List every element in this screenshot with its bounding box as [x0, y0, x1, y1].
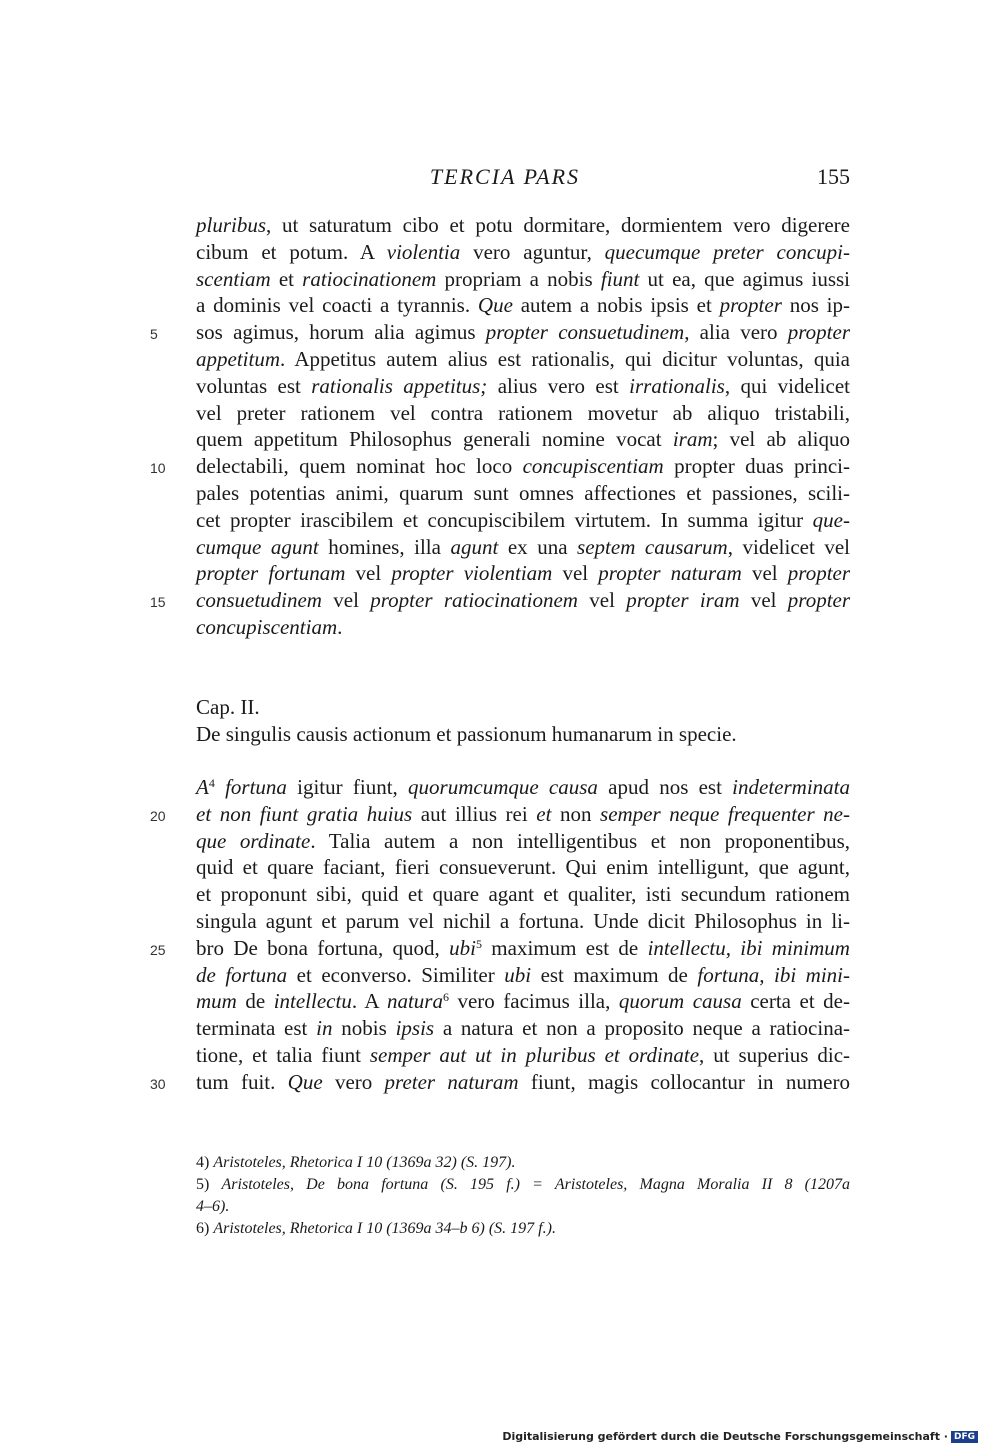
- line-number: 15: [150, 594, 166, 611]
- text-line: cet propter irascibilem et concupiscibilem virtutem. In summa igitur que-: [196, 507, 850, 532]
- page-number: 155: [817, 164, 850, 189]
- text-line: 20 et non fiunt gratia huius aut illius rei et non semper neque frequenter ne-: [196, 801, 850, 828]
- text-line: quid et quare faciant, fieri consueverunt. Qui enim intelligunt, que agunt,: [196, 855, 850, 880]
- line-number: 10: [150, 460, 166, 477]
- text-line: 5 sos agimus, horum alia agimus propter consuetudinem, alia vero propter: [196, 319, 850, 346]
- text-line: 10 delectabili, quem nominat hoc loco concupiscentiam propter duas princi-: [196, 453, 850, 480]
- text-line: a dominis vel coacti a tyrannis. Que autem a nobis ipsis et propter nos ip-: [196, 293, 851, 318]
- text-line: cibum et potum. A violentia vero aguntur, quecumque preter concupi-: [196, 239, 850, 264]
- paragraph-1: [150, 212, 851, 641]
- footnote-ref: 4: [208, 776, 215, 790]
- text-line: appetitum. Appetitus autem alius est rationalis, qui dicitur voluntas, quia: [196, 346, 850, 371]
- text-line: voluntas est rationalis appetitus; alius vero est irrationalis, qui videlicet: [196, 373, 850, 398]
- text-line: $A^4$ fortuna igitur fiunt, quorumcumque causa apud nos est indeterminata: [196, 775, 850, 799]
- text-line: concupiscentiam.: [196, 614, 343, 639]
- text-line: scentiam et ratiocinationem propriam a nobis fiunt ut ea, que agimus iussi: [196, 266, 850, 291]
- text-line: terminata est in nobis ipsis a natura et non a proposito neque a ratiocina-: [196, 1016, 851, 1041]
- text-line: et proponunt sibi, quid et quare agant et qualiter, isti secundum rationem: [196, 882, 850, 907]
- text-line: 15 consuetudinem vel propter ratiocinationem vel propter iram vel propter: [196, 587, 850, 614]
- line-number: 5: [150, 326, 158, 343]
- text-line: cumque agunt homines, illa agunt ex una septem causarum, videlicet vel: [196, 534, 850, 559]
- chapter-number: Cap. II.: [196, 695, 260, 719]
- text-line: quem appetitum Philosophus generali nomine vocat iram; vel ab aliquo: [196, 427, 850, 452]
- chapter-title: De singulis causis actionum et passionum humanarum in specie.: [196, 722, 737, 746]
- text-line: pluribus, ut saturatum cibo et potu dormitare, dormientem vero digerere: [196, 213, 850, 237]
- text-line: de fortuna et econverso. Similiter ubi est maximum de fortuna, ibi mini-: [196, 962, 850, 987]
- text-line: mum de intellectu. A natura$^6$ vero facimus illa, quorum causa certa et de-: [196, 989, 850, 1014]
- text-line: 25 bro De bona fortuna, quod, ubi$^5$ maximum est de intellectu, ibi minimum: [196, 935, 850, 962]
- text-line: pales potentias animi, quarum sunt omnes affectiones et passiones, scili-: [196, 480, 850, 505]
- digitization-note: Digitalisierung gefördert durch die Deutsche Forschungsgemeinschaft · DFG: [502, 1430, 978, 1443]
- footnote-4: 4) Aristoteles, Rhetorica I 10 (1369a 32) (S. 197).: [196, 1154, 516, 1171]
- line-number: 25: [150, 941, 166, 958]
- dfg-logo-icon: DFG: [951, 1431, 978, 1443]
- footnote-6: 6) Aristoteles, Rhetorica I 10 (1369a 34–b 6) (S. 197 f.).: [196, 1220, 556, 1237]
- text-line: que ordinate. Talia autem a non intelligentibus et non proponentibus,: [196, 828, 850, 853]
- footnote-ref: 6: [442, 990, 449, 1005]
- text-line: 30 tum fuit. Que vero preter naturam fiunt, magis collocantur in numero: [196, 1069, 850, 1096]
- paragraph-2: [150, 774, 851, 1096]
- text-line: tione, et talia fiunt semper aut ut in pluribus et ordinate, ut superius dic-: [196, 1042, 851, 1067]
- line-number: 30: [150, 1075, 166, 1092]
- chapter-heading: [196, 694, 850, 748]
- text-line: singula agunt et parum vel nichil a fortuna. Unde dicit Philosophus in li-: [196, 908, 850, 933]
- footnote-ref: 5: [475, 936, 482, 951]
- footnote-5: 5) Aristoteles, De bona fortuna (S. 195 f.) = Aristoteles, Magna Moralia II 8 (1207a 4–6).: [196, 1176, 851, 1215]
- line-number: 20: [150, 807, 166, 824]
- text-line: vel preter rationem vel contra rationem movetur ab aliquo tristabili,: [196, 400, 850, 425]
- footnotes: [196, 1152, 850, 1240]
- page-header-title: TERCIA PARS: [429, 164, 581, 189]
- text-line: propter fortunam vel propter violentiam vel propter naturam vel propter: [196, 561, 851, 586]
